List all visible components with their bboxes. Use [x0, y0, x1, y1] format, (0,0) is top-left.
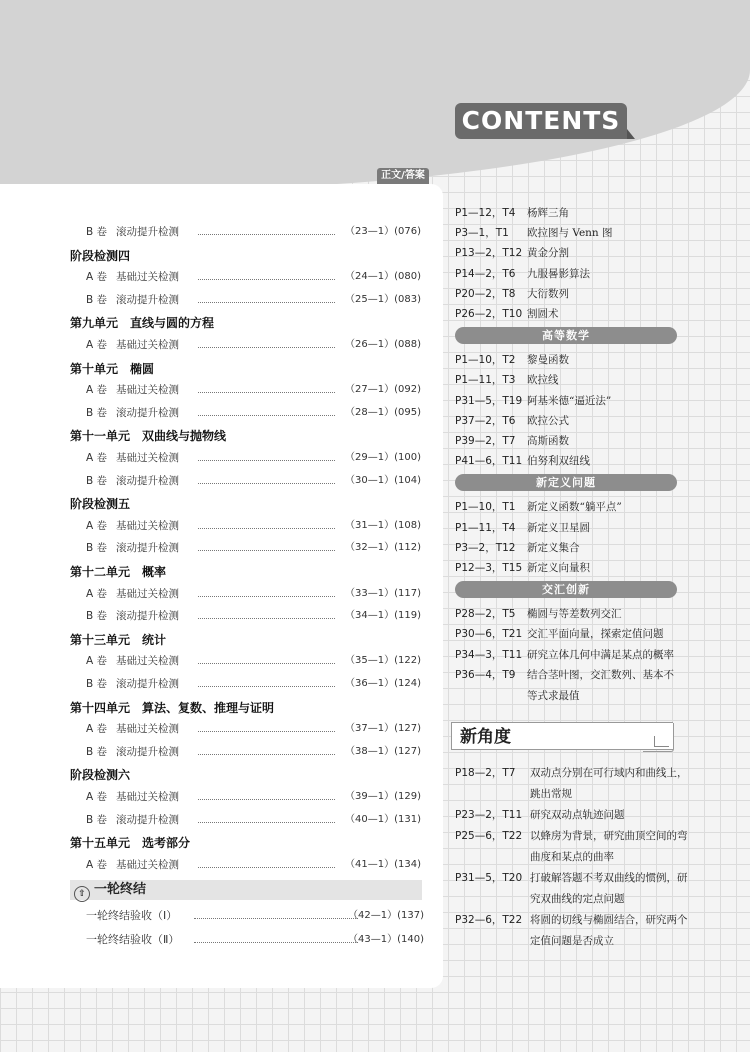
feature-item[interactable]	[455, 665, 680, 707]
feature-item-code: P1—11，T3	[455, 374, 516, 387]
feature-item[interactable]	[455, 431, 680, 452]
toc-entry-ref: （37—1）(127)	[345, 723, 421, 735]
toc-entry-ref: （31—1）(108)	[345, 519, 421, 531]
new-angle-item-code: P31—5，T20	[455, 872, 523, 884]
feature-item[interactable]	[455, 350, 685, 370]
leader-dots	[198, 754, 335, 755]
toc-entry-volume: A 卷	[86, 339, 108, 351]
feature-item-text: 杨辉三角	[527, 207, 569, 219]
section-header-bar: 交汇创新	[455, 581, 677, 598]
new-angle-item[interactable]	[455, 826, 690, 868]
unit-heading: 阶段检测五	[70, 497, 131, 512]
new-angle-header	[451, 722, 673, 750]
toc-entry-volume: B 卷	[86, 745, 108, 758]
toc-entry-volume: B 卷	[86, 474, 108, 487]
feature-item[interactable]	[455, 558, 680, 579]
feature-item-text: 黎曼函数	[527, 354, 569, 367]
toc-entry-ref: （29—1）(100)	[345, 452, 421, 463]
toc-entry-volume: B 卷	[86, 610, 108, 623]
toc-entry-ref: （23—1）(076)	[345, 226, 421, 237]
unit-heading: 第十五单元 选考部分	[70, 836, 191, 851]
feature-item-code: P14—2，T6	[455, 267, 516, 280]
leader-dots	[194, 942, 358, 943]
final-item[interactable]	[86, 906, 424, 926]
toc-entry-ref: （39—1）(129)	[345, 791, 421, 802]
feature-item-code: P31—5，T19	[455, 394, 523, 407]
toc-entry-name: 滚动提升检测	[116, 406, 179, 419]
feature-item[interactable]	[455, 264, 685, 284]
feature-item-text: 交汇平面向量，探索定值问题	[527, 628, 664, 641]
toc-entry-ref: （27—1）(092)	[345, 384, 421, 396]
toc-entry[interactable]	[86, 674, 421, 694]
unit-heading: 阶段检测四	[70, 248, 131, 263]
final-item-ref: （42—1）(137)	[348, 910, 424, 921]
feature-item-text: 新定义卫星圆	[527, 521, 590, 534]
unit-heading: 第九单元 直线与圆的方程	[70, 316, 215, 331]
leader-dots	[198, 550, 335, 551]
new-angle-item[interactable]	[455, 805, 690, 826]
feature-item-text: 欧拉线	[527, 374, 559, 387]
new-angle-item-text: 将圆的切线与椭圆结合，研究两个定值问题是否成立	[530, 914, 688, 947]
toc-entry-name: 滚动提升检测	[116, 293, 179, 306]
leader-dots	[198, 731, 335, 732]
toc-entry-volume: A 卷	[86, 858, 108, 871]
corner-decoration-icon	[643, 723, 674, 752]
section-header-bar: 新定义问题	[455, 474, 677, 491]
leader-dots	[198, 460, 335, 461]
feature-item-code: P13—2，T12	[455, 247, 523, 260]
toc-entry-name: 基础过关检测	[116, 339, 179, 351]
new-angle-item-text: 研究双动点轨迹问题	[530, 809, 625, 821]
toc-entry[interactable]	[86, 719, 421, 739]
toc-entry-volume: B 卷	[86, 406, 108, 419]
feature-item-text: 新定义函数“躺平点”	[527, 501, 622, 514]
feature-item[interactable]	[455, 223, 685, 243]
leader-dots	[198, 302, 335, 303]
new-angle-title: 新角度	[460, 727, 511, 747]
toc-entry-ref: （30—1）(104)	[345, 474, 421, 486]
feature-item[interactable]	[455, 451, 680, 472]
toc-entry-volume: A 卷	[86, 271, 108, 284]
unit-heading: 第十四单元 算法、复数、推理与证明	[70, 700, 275, 715]
feature-item-code: P28—2，T5	[455, 608, 516, 621]
unit-heading: 第十单元 椭圆	[70, 361, 155, 376]
leader-dots	[198, 528, 335, 529]
toc-entry-name: 滚动提升检测	[116, 678, 179, 690]
contents-title: CONTENTS	[455, 103, 627, 139]
new-angle-item-text: 打破解答题不考双曲线的惯例，研究双曲线的定点问题	[530, 872, 688, 905]
feature-item-text: 九服晷影算法	[527, 267, 590, 280]
new-angle-item-text: 以蜂房为背景，研究曲顶空间的弯曲度和某点的曲率	[530, 830, 688, 863]
final-item-name: 一轮终结验收（Ⅱ）	[86, 933, 180, 946]
feature-item-text: 欧拉图与 Venn 图	[527, 227, 613, 240]
toc-entry-ref: （32—1）(112)	[345, 542, 421, 554]
unit-heading: 第十三单元 统计	[70, 632, 167, 647]
toc-entry[interactable]	[86, 538, 421, 558]
feature-item[interactable]	[455, 538, 685, 558]
feature-item-code: P3—2，T12	[455, 541, 516, 554]
feature-item-text: 研究立体几何中满足某点的概率	[527, 648, 674, 661]
final-section-title: 一轮终结	[94, 882, 147, 897]
feature-item-text: 大衍数列	[527, 287, 569, 300]
feature-item-code: P1—10，T2	[455, 354, 516, 367]
toc-entry-volume: A 卷	[86, 384, 108, 397]
toc-entry-volume: A 卷	[86, 452, 108, 464]
toc-entry-ref: （28—1）(095)	[345, 406, 421, 418]
toc-entry-name: 滚动提升检测	[116, 542, 179, 555]
toc-entry-name: 基础过关检测	[116, 655, 179, 668]
feature-item-code: P30—6，T21	[455, 628, 523, 641]
feature-item-code: P20—2，T8	[455, 287, 516, 300]
answer-tab-label: 正文/答案	[377, 168, 429, 184]
toc-entry[interactable]	[86, 584, 421, 604]
feature-item[interactable]	[455, 645, 685, 665]
leader-dots	[198, 415, 335, 416]
leader-dots	[198, 347, 335, 348]
leader-dots	[198, 822, 335, 823]
feature-item-code: P36—4，T9	[455, 668, 516, 681]
toc-entry[interactable]	[86, 742, 421, 762]
toc-entry[interactable]	[86, 380, 421, 400]
feature-item[interactable]	[455, 411, 680, 432]
feature-item-code: P37—2，T6	[455, 414, 516, 427]
toc-entry[interactable]	[86, 810, 421, 830]
toc-entry-name: 基础过关检测	[116, 519, 179, 532]
feature-item-text: 结合茎叶图，交汇数列、基本不等式求最值	[527, 668, 674, 702]
toc-entry[interactable]	[86, 606, 421, 626]
final-section-header	[70, 880, 422, 900]
leader-dots	[198, 596, 335, 597]
feature-item[interactable]	[455, 604, 685, 624]
toc-entry-ref: （26—1）(088)	[345, 339, 421, 350]
toc-entry-name: 基础过关检测	[116, 723, 179, 736]
leader-dots	[198, 663, 335, 664]
toc-entry-volume: A 卷	[86, 791, 108, 803]
feature-item-text: 新定义向量积	[527, 562, 590, 574]
toc-entry-name: 滚动提升检测	[116, 610, 179, 623]
leader-dots	[198, 483, 335, 484]
new-angle-item-code: P25—6，T22	[455, 830, 523, 842]
toc-entry-volume: A 卷	[86, 723, 108, 736]
toc-entry-name: 滚动提升检测	[116, 813, 179, 826]
feature-item[interactable]	[455, 624, 685, 644]
toc-entry-name: 基础过关检测	[116, 587, 179, 600]
feature-item-text: 黄金分割	[527, 247, 569, 260]
feature-item-code: P3—1，T1	[455, 227, 509, 240]
toc-entry[interactable]	[86, 448, 421, 468]
feature-item[interactable]	[455, 284, 685, 304]
new-angle-item[interactable]	[455, 763, 690, 805]
toc-entry-ref: （34—1）(119)	[345, 610, 421, 622]
toc-entry-volume: A 卷	[86, 587, 108, 600]
toc-entry-ref: （35—1）(122)	[345, 655, 421, 667]
feature-item-code: P12—3，T15	[455, 562, 523, 574]
feature-item-text: 欧拉公式	[527, 414, 569, 427]
feature-item[interactable]	[455, 370, 685, 390]
feature-item-code: P39—2，T7	[455, 435, 516, 447]
feature-item-code: P1—10，T1	[455, 501, 516, 514]
unit-heading: 阶段检测六	[70, 768, 131, 783]
up-arrow-icon: ⇧	[74, 886, 90, 902]
leader-dots	[198, 799, 335, 800]
toc-entry[interactable]	[86, 651, 421, 671]
header-band	[0, 0, 750, 190]
feature-item-text: 高斯函数	[527, 435, 569, 447]
toc-entry-name: 基础过关检测	[116, 791, 179, 803]
new-angle-item-code: P23—2，T11	[455, 809, 523, 821]
unit-heading: 第十二单元 概率	[70, 565, 167, 579]
toc-entry-name: 基础过关检测	[116, 271, 179, 284]
leader-dots	[198, 392, 335, 393]
leader-dots	[198, 234, 335, 235]
leader-dots	[194, 918, 358, 919]
feature-item-text: 新定义集合	[527, 541, 580, 554]
toc-entry[interactable]	[86, 403, 421, 423]
feature-item[interactable]	[455, 391, 685, 411]
toc-entry-ref: （38—1）(127)	[345, 745, 421, 757]
feature-item-text: 割圆术	[527, 308, 559, 320]
toc-entry-ref: （25—1）(083)	[345, 293, 421, 305]
leader-dots	[198, 867, 335, 868]
toc-entry[interactable]	[86, 855, 421, 875]
feature-item-text: 椭圆与等差数列交汇	[527, 608, 622, 621]
leader-dots	[198, 618, 335, 619]
toc-entry[interactable]	[86, 222, 421, 242]
final-item-ref: （43—1）(140)	[348, 934, 424, 945]
leader-dots	[198, 686, 335, 687]
toc-entry-ref: （24—1）(080)	[345, 271, 421, 283]
toc-entry[interactable]	[86, 290, 421, 310]
toc-entry-name: 基础过关检测	[116, 858, 179, 871]
toc-entry-name: 滚动提升检测	[116, 474, 179, 487]
toc-entry[interactable]	[86, 471, 421, 491]
toc-entry-volume: B 卷	[86, 542, 108, 555]
toc-entry-name: 滚动提升检测	[116, 226, 179, 238]
final-item[interactable]	[86, 930, 424, 950]
feature-item-code: P26—2，T10	[455, 308, 523, 320]
toc-entry-volume: A 卷	[86, 655, 108, 668]
new-angle-item[interactable]	[455, 868, 690, 910]
feature-item[interactable]	[455, 497, 685, 517]
toc-entry[interactable]	[86, 787, 421, 807]
toc-entry-name: 基础过关检测	[116, 452, 179, 464]
toc-entry-ref: （36—1）(124)	[345, 678, 421, 689]
feature-item-text: 伯努利双纽线	[527, 455, 590, 468]
toc-entry[interactable]	[86, 516, 421, 536]
feature-item[interactable]	[455, 243, 685, 263]
feature-item[interactable]	[455, 203, 685, 223]
feature-item[interactable]	[455, 518, 685, 538]
section-header-bar: 高等数学	[455, 327, 677, 344]
feature-item-text: 阿基米德“逼近法”	[527, 394, 612, 407]
toc-entry[interactable]	[86, 335, 421, 355]
feature-item-code: P41—6，T11	[455, 455, 523, 468]
leader-dots	[198, 279, 335, 280]
toc-entry-ref: （33—1）(117)	[345, 587, 421, 599]
toc-entry-volume: B 卷	[86, 226, 108, 238]
new-angle-item-text: 双动点分别在可行域内和曲线上，跳出常规	[530, 767, 688, 800]
feature-item-code: P34—3，T11	[455, 648, 523, 661]
toc-entry-name: 基础过关检测	[116, 384, 179, 397]
new-angle-item[interactable]	[455, 910, 690, 952]
unit-heading: 第十一单元 双曲线与抛物线	[70, 429, 227, 444]
toc-entry-volume: B 卷	[86, 293, 108, 306]
toc-entry-ref: （41—1）(134)	[345, 858, 421, 870]
toc-entry-volume: B 卷	[86, 813, 108, 826]
feature-item-code: P1—11，T4	[455, 521, 516, 534]
feature-item-code: P1—12，T4	[455, 207, 516, 219]
feature-item[interactable]	[455, 304, 685, 324]
toc-entry-name: 滚动提升检测	[116, 745, 179, 758]
new-angle-item-code: P32—6，T22	[455, 914, 523, 926]
new-angle-item-code: P18—2，T7	[455, 767, 516, 779]
toc-entry[interactable]	[86, 267, 421, 287]
toc-entry-volume: A 卷	[86, 519, 108, 532]
toc-entry-volume: B 卷	[86, 678, 108, 690]
final-item-name: 一轮终结验收（Ⅰ）	[86, 909, 178, 922]
toc-entry-ref: （40—1）(131)	[345, 813, 421, 825]
